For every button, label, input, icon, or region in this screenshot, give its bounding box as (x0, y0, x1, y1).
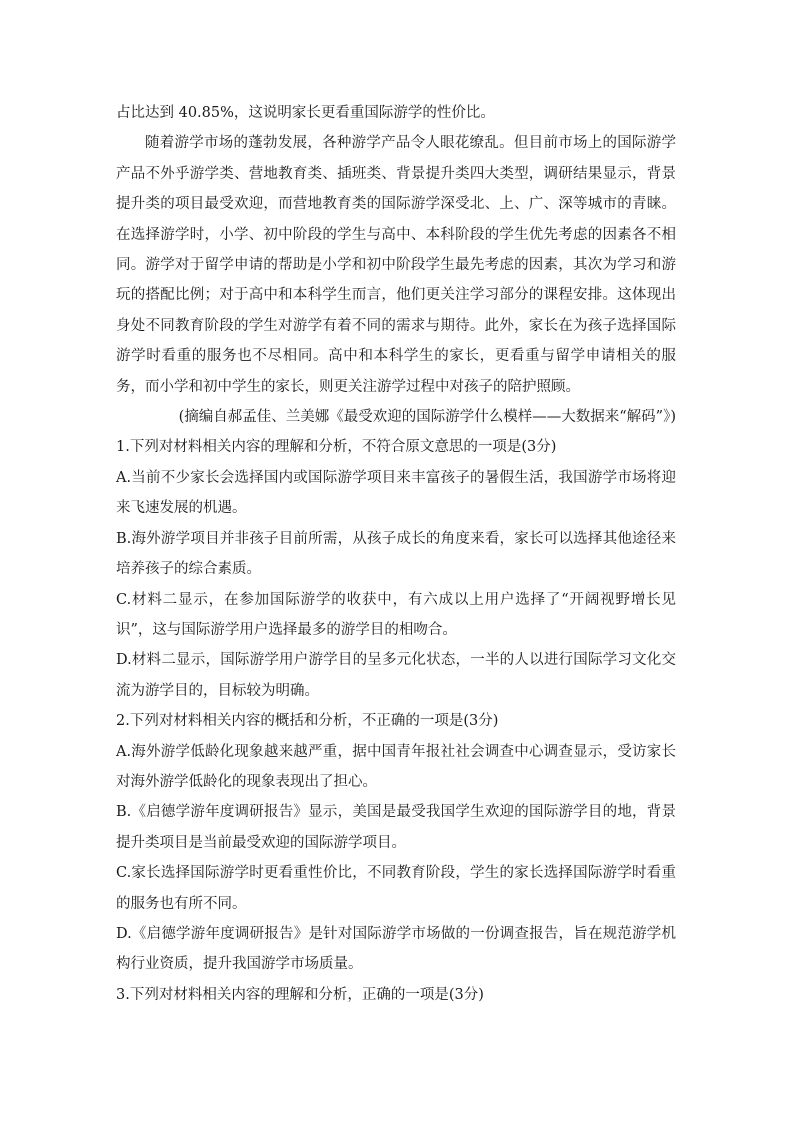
passage-source: (摘编自郝孟佳、兰美娜《最受欢迎的国际游学什么模样——大数据来“解码”》) (178, 409, 676, 426)
option-b: B.海外游学项目并非孩子目前所需，从孩子成长的角度来看，家长可以选择其他途径来培养孩子的综合素质。 (116, 530, 676, 578)
option-d: D.《启德学游年度调研报告》是针对国际游学市场做的一份调查报告，旨在规范游学机构行业资质，提升我国游学市场质量。 (116, 925, 676, 973)
question-stem: 2.下列对材料相关内容的概括和分析，不正确的一项是(3分) (116, 713, 499, 730)
question-stem: 3.下列对材料相关内容的理解和分析，正确的一项是(3分) (116, 986, 484, 1003)
question-3 (116, 980, 676, 1010)
question-1 (116, 432, 676, 706)
passage-paragraph-2: 随着游学市场的蓬勃发展，各种游学产品令人眼花缭乱。但目前市场上的国际游学产品不外乎游学类、营地教育类、插班类、背景提升类四大类型，调研结果显示，背景提升类的项目最受欢迎，而营地教育类的国际游学深受北、上、广、深等城市的青睐。在选择游学时，小学、初中阶段的学生与高中、本科阶段的学生优先考虑的因素各不相同。游学对于留学申请的帮助是小学和初中阶段学生最先考虑的因素，其次为学习和游玩的搭配比例；对于高中和本科学生而言，他们更关注学习部分的课程安排。这体现出身处不同教育阶段的学生对游学有着不同的需求与期待。此外，家长在为孩子选择国际游学时看重的服务也不尽相同。高中和本科学生的家长，更看重与留学申请相关的服务，而小学和初中学生的家长，则更关注游学过程中对孩子的陪护照顾。 (116, 135, 676, 395)
option-c: C.材料二显示，在参加国际游学的收获中，有六成以上用户选择了“开阔视野增长见识”，这与国际游学用户选择最多的游学目的相吻合。 (116, 591, 676, 638)
option-a: A.海外游学低龄化现象越来越严重，据中国青年报社社会调查中心调查显示，受访家长对海外游学低龄化的现象表现出了担心。 (116, 743, 676, 790)
question-stem: 1.下列对材料相关内容的理解和分析，不符合原文意思的一项是(3分) (116, 439, 557, 456)
question-2 (116, 706, 676, 980)
document-page (116, 98, 676, 1010)
option-b: B.《启德学游年度调研报告》显示，美国是最受我国学生欢迎的国际游学目的地，背景提升类项目是当前最受欢迎的国际游学项目。 (116, 804, 676, 851)
passage-paragraph-1-tail: 占比达到 40.85%，这说明家长更看重国际游学的性价比。 (116, 105, 495, 121)
option-d: D.材料二显示，国际游学用户游学目的呈多元化状态，一半的人以进行国际学习文化交流为游学目的，目标较为明确。 (116, 652, 676, 699)
option-c: C.家长选择国际游学时更看重性价比，不同教育阶段，学生的家长选择国际游学时看重的服务也有所不同。 (116, 865, 676, 912)
option-a: A.当前不少家长会选择国内或国际游学项目来丰富孩子的暑假生活，我国游学市场将迎来飞速发展的机遇。 (116, 469, 676, 517)
